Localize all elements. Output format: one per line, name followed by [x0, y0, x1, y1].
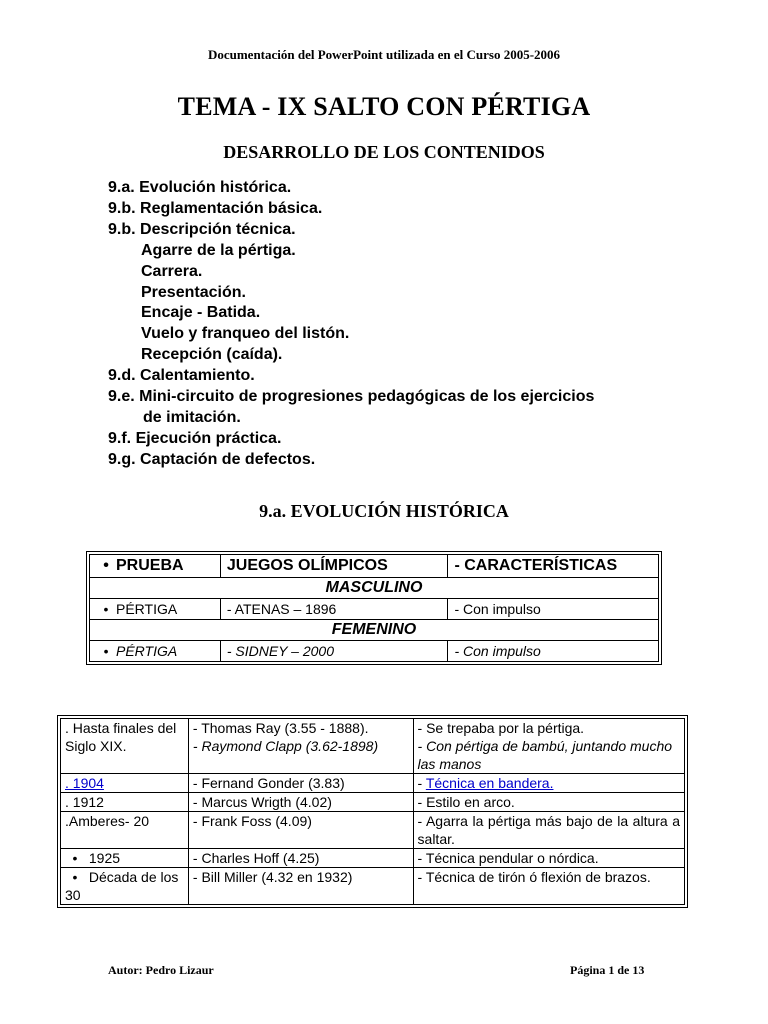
- athlete-cell: - Fernand Gonder (3.83): [188, 774, 413, 793]
- header-cell: JUEGOS OLÍMPICOS: [220, 555, 448, 578]
- contents-subitem: Encaje - Batida.: [141, 304, 261, 322]
- history-table: [57, 715, 688, 908]
- feature-cell: - Técnica en bandera.: [413, 774, 684, 793]
- document-header: Documentación del PowerPoint utilizada en el Curso 2005-2006: [207, 47, 561, 62]
- contents-item: 9.f. Ejecución práctica.: [108, 429, 282, 447]
- page-title: TEMA - IX SALTO CON PÉRTIGA: [177, 92, 591, 121]
- table-row: [61, 793, 685, 812]
- contents-item: 9.e. Mini-circuito de progresiones pedagógicas de los ejercicios: [108, 388, 595, 406]
- feature-link[interactable]: Técnica en bandera.: [425, 775, 554, 791]
- contents-subitem: Agarre de la pértiga.: [141, 241, 296, 259]
- feature-cell: - Se trepaba por la pértiga. - Con pértiga de bambú, juntando mucho las manos: [413, 719, 684, 774]
- table-row: [90, 641, 659, 662]
- bullet-icon: •: [72, 850, 78, 866]
- table-cell: - Con impulso: [448, 641, 659, 662]
- footer-author: Autor: Pedro Lizaur: [108, 963, 214, 977]
- table-cell: - Con impulso: [448, 599, 659, 620]
- header-cell: - CARACTERÍSTICAS: [448, 555, 659, 578]
- group-label-masculino: MASCULINO: [90, 578, 659, 599]
- table-row: [61, 812, 685, 849]
- athlete-cell: - Marcus Wrigth (4.02): [188, 793, 413, 812]
- period-cell: • 1925: [61, 849, 189, 868]
- athlete-cell: - Frank Foss (4.09): [188, 812, 413, 849]
- contents-item: 9.b. Descripción técnica.: [108, 220, 296, 238]
- group-label-femenino: FEMENINO: [90, 620, 659, 641]
- contents-subitem: Carrera.: [141, 262, 203, 280]
- table-cell: - ATENAS – 1896: [220, 599, 448, 620]
- bullet-icon: •: [103, 601, 109, 617]
- feature-cell: - Agarra la pértiga más bajo de la altura a saltar.: [413, 812, 684, 849]
- contents-subitem: Presentación.: [141, 283, 246, 301]
- period-cell: • Década de los 30: [61, 868, 189, 905]
- section-heading: 9.a. EVOLUCIÓN HISTÓRICA: [259, 501, 509, 521]
- group-row: [90, 620, 659, 641]
- page-subtitle: DESARROLLO DE LOS CONTENIDOS: [223, 142, 545, 162]
- feature-cell: - Estilo en arco.: [413, 793, 684, 812]
- table-cell: • PÉRTIGA: [90, 599, 221, 620]
- contents-item: 9.d. Calentamiento.: [108, 367, 255, 385]
- table-cell: - SIDNEY – 2000: [220, 641, 448, 662]
- olympic-table: [86, 551, 662, 665]
- contents-list: [108, 178, 594, 471]
- athlete-cell: - Bill Miller (4.32 en 1932): [188, 868, 413, 905]
- contents-item: 9.g. Captación de defectos.: [108, 450, 316, 468]
- feature-cell: - Técnica pendular o nórdica.: [413, 849, 684, 868]
- table-row: [61, 774, 685, 793]
- bullet-icon: •: [103, 643, 109, 659]
- contents-subitem: Recepción (caída).: [141, 346, 283, 364]
- period-cell: . 1912: [61, 793, 189, 812]
- period-link[interactable]: . 1904: [61, 774, 189, 793]
- footer-page-number: Página 1 de 13: [570, 963, 645, 977]
- table-row: [61, 719, 685, 774]
- contents-item: 9.b. Reglamentación básica.: [108, 199, 323, 217]
- feature-cell: - Técnica de tirón ó flexión de brazos.: [413, 868, 684, 905]
- table-row: [61, 868, 685, 905]
- table-row: [90, 599, 659, 620]
- group-row: [90, 578, 659, 599]
- athlete-cell: - Charles Hoff (4.25): [188, 849, 413, 868]
- bullet-icon: •: [103, 557, 109, 574]
- contents-item-continuation: de imitación.: [143, 408, 241, 426]
- table-header-row: [90, 555, 659, 578]
- athlete-cell: - Thomas Ray (3.55 - 1888). - Raymond Clapp (3.62-1898): [188, 719, 413, 774]
- table-cell: • PÉRTIGA: [90, 641, 221, 662]
- contents-item: 9.a. Evolución histórica.: [108, 179, 292, 196]
- header-cell: • PRUEBA: [90, 555, 221, 578]
- period-cell: .Amberes- 20: [61, 812, 189, 849]
- table-row: [61, 849, 685, 868]
- period-cell: . Hasta finales del Siglo XIX.: [61, 719, 189, 774]
- contents-subitem: Vuelo y franqueo del listón.: [141, 325, 350, 343]
- bullet-icon: •: [72, 869, 78, 885]
